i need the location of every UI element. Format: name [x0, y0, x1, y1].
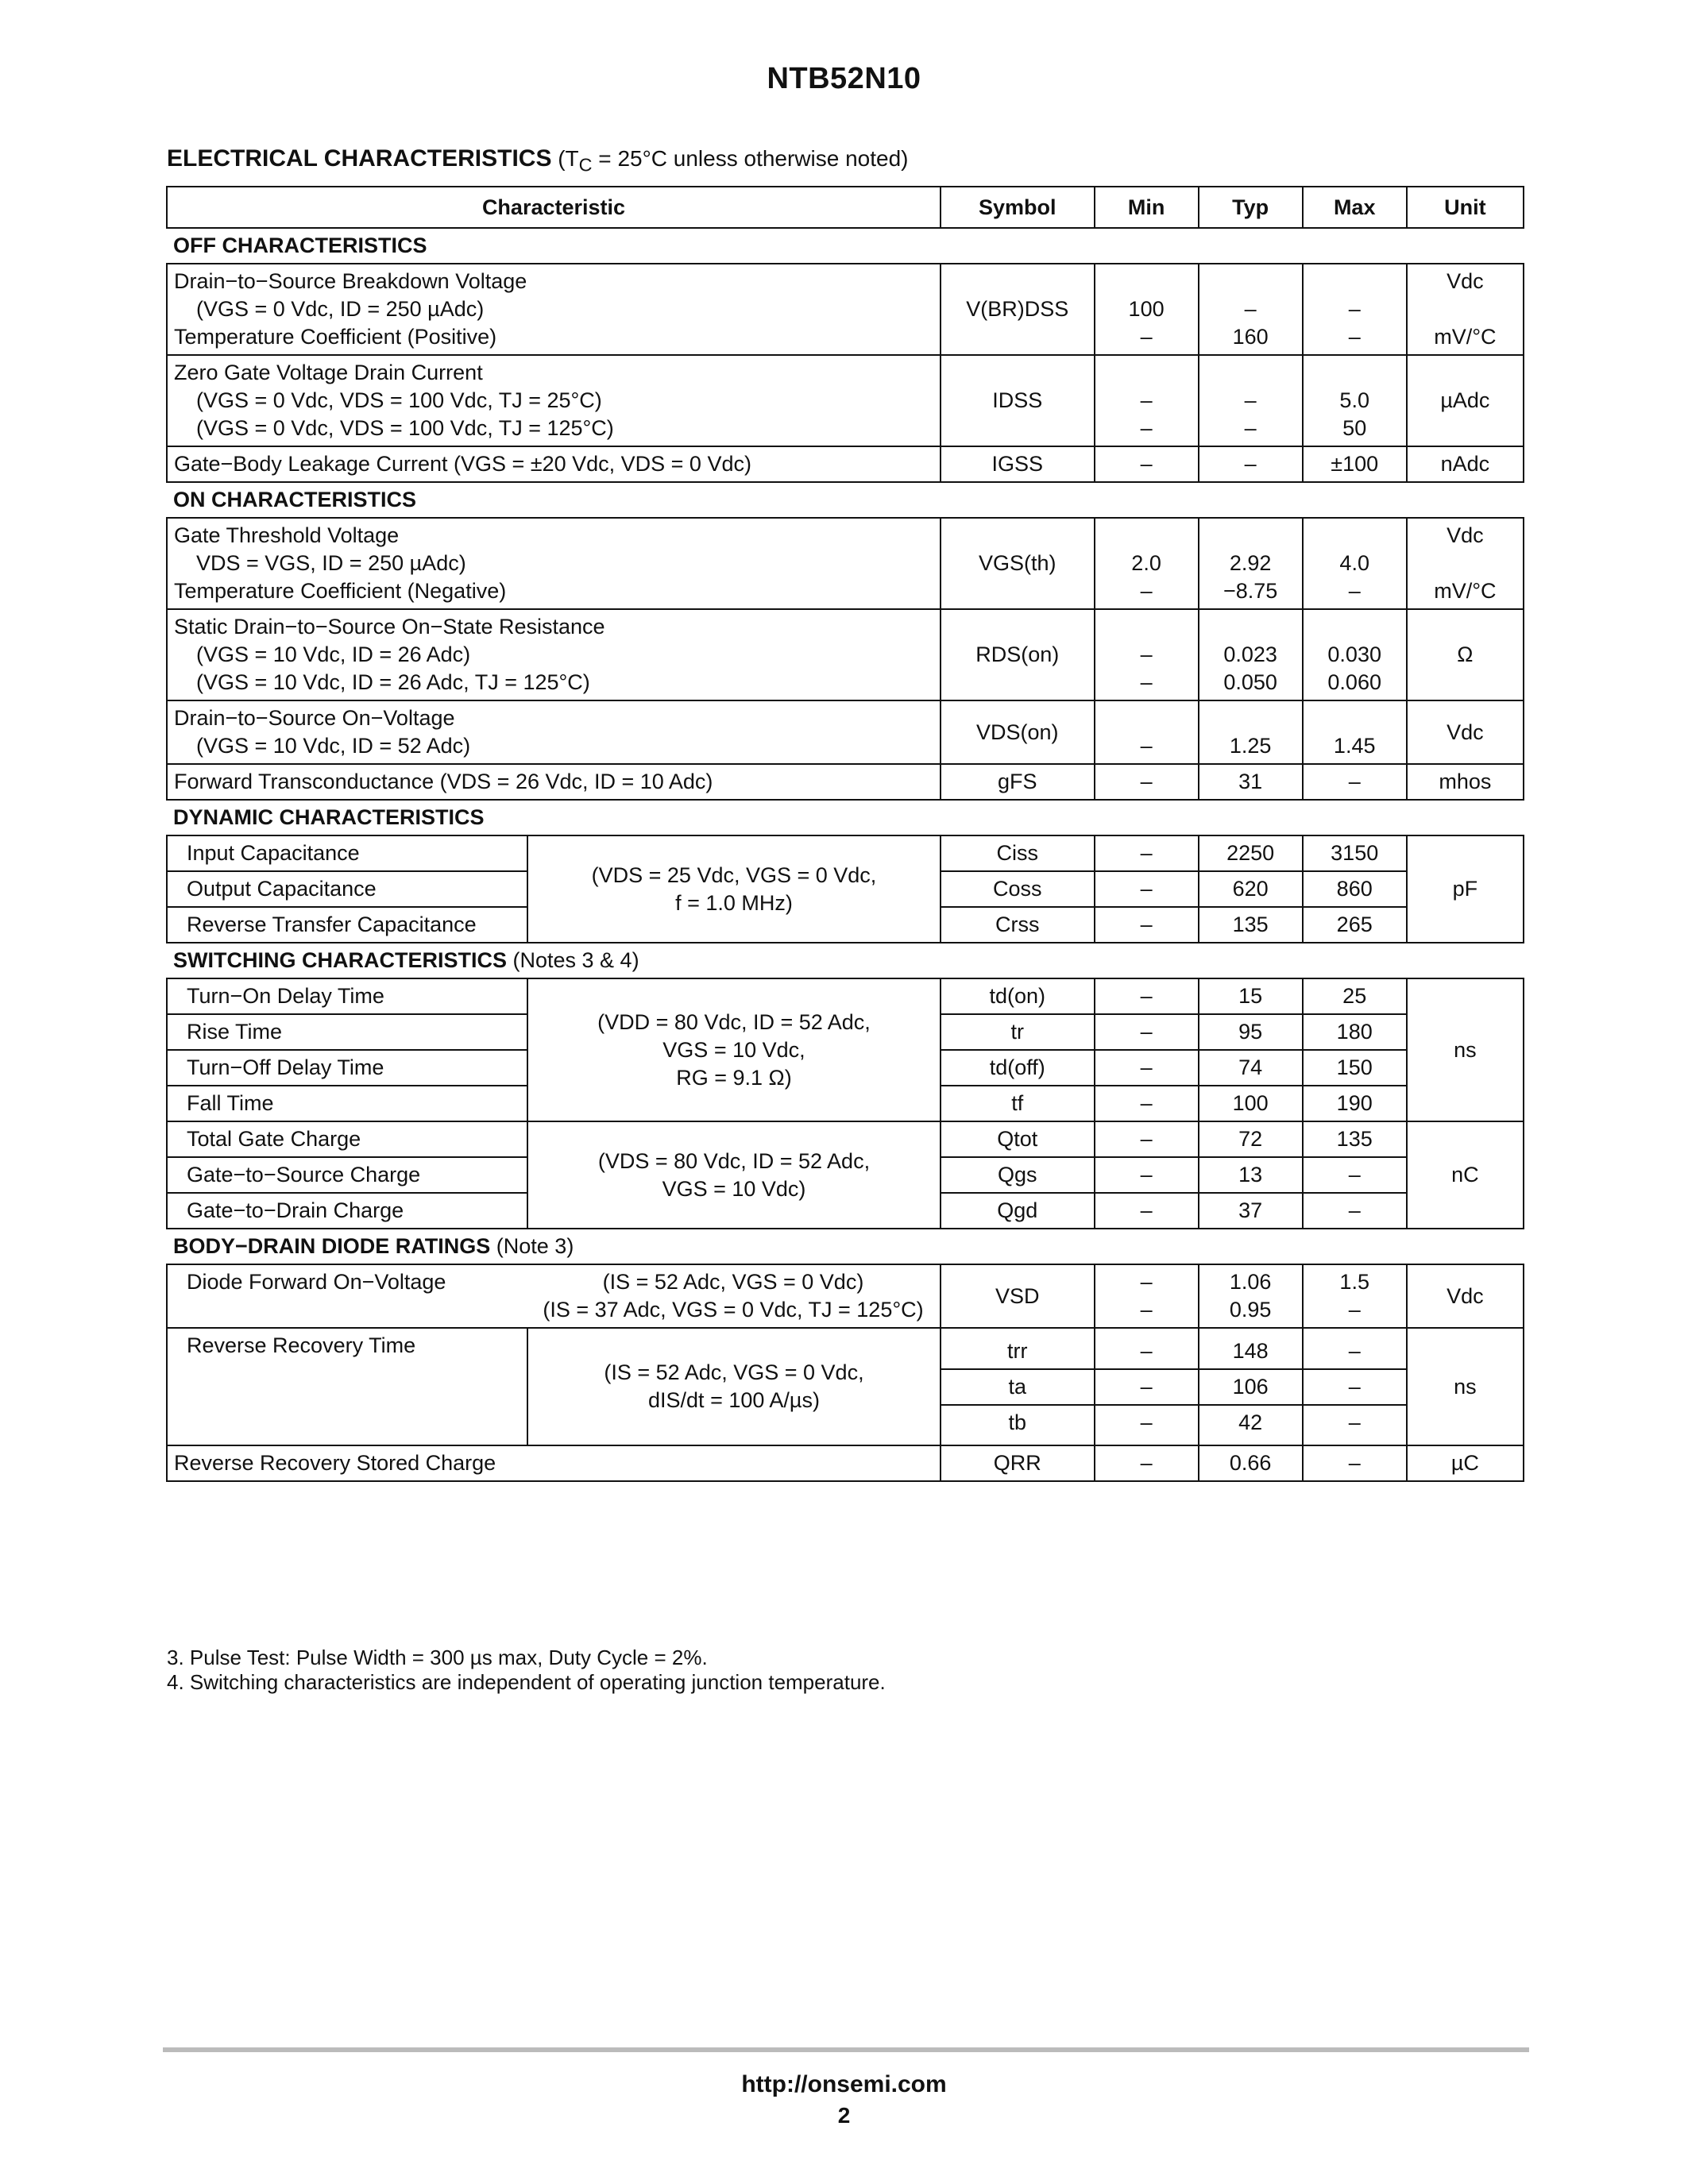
cell-min: –: [1140, 1298, 1153, 1322]
cell-max: –: [1304, 1192, 1406, 1228]
table-row: [167, 835, 1524, 943]
section-on: ON CHARACTERISTICS: [167, 482, 1524, 518]
section-off: OFF CHARACTERISTICS: [167, 228, 1524, 264]
cell-max: –: [1348, 1298, 1361, 1322]
table-row: [167, 446, 1524, 482]
cell-max: –: [1304, 1368, 1406, 1404]
row-symbol: QRR: [941, 1445, 1095, 1481]
cell-unit: Vdc: [1407, 700, 1524, 764]
col-typ: Typ: [1199, 187, 1303, 228]
cell-max: 25: [1342, 984, 1367, 1008]
cell-typ: –: [1244, 388, 1257, 412]
cell-min: –: [1095, 446, 1199, 482]
cell-typ: 13: [1199, 1156, 1302, 1192]
row-symbol: Crss: [941, 906, 1094, 942]
row-symbol: IGSS: [941, 446, 1095, 482]
row-symbol: td(on): [989, 984, 1046, 1008]
cell-unit: mhos: [1407, 764, 1524, 800]
cell-unit: Vdc: [1407, 1264, 1524, 1328]
row-name: Reverse Recovery Stored Charge: [167, 1445, 941, 1481]
cell-unit: pF: [1407, 835, 1524, 943]
row-condition: (VGS = 0 Vdc, VDS = 100 Vdc, TJ = 125°C): [196, 416, 614, 440]
cell-max: 180: [1304, 1013, 1406, 1049]
cell-min: –: [1095, 1404, 1198, 1440]
heading-condition: ($T_C = 25^\circ C$ unless otherwise noted): [558, 146, 909, 176]
col-unit: Unit: [1407, 187, 1524, 228]
cell-min: –: [1095, 1085, 1198, 1121]
cell-typ: –: [1244, 416, 1257, 440]
row-name: Static Drain−to−Source On−State Resistance: [174, 615, 605, 639]
cell-max: 0.030: [1327, 642, 1381, 666]
cell-max: –: [1304, 1156, 1406, 1192]
row-name: Input Capacitance: [168, 836, 527, 871]
cell-max: 135: [1336, 1127, 1373, 1151]
row-name-2: Temperature Coefficient (Positive): [174, 325, 497, 349]
cell-min: –: [1095, 764, 1199, 800]
cell-max: 860: [1304, 870, 1406, 906]
row-name: Gate Threshold Voltage: [174, 523, 400, 547]
cell-max: 265: [1304, 906, 1406, 942]
footer-divider: [163, 2047, 1529, 2052]
cell-max: 3150: [1331, 841, 1379, 865]
row-condition: VDS = VGS, ID = 250 µAdc): [196, 551, 466, 575]
switching-condition: (VDD = 80 Vdc, ID = 52 Adc, VGS = 10 Vdc, RG = 9.1 Ω): [597, 1009, 871, 1090]
cell-max: 5.0: [1339, 388, 1369, 412]
col-min: Min: [1095, 187, 1199, 228]
table-heading: [167, 145, 909, 176]
table-row: [167, 978, 1524, 1121]
electrical-characteristics-table: [166, 186, 1524, 1482]
row-symbol: RDS(on): [941, 609, 1095, 700]
cell-typ: 2.92: [1229, 551, 1272, 575]
row-name: Output Capacitance: [168, 871, 527, 907]
cell-typ: 160: [1232, 325, 1269, 349]
cell-typ: 2250: [1226, 841, 1275, 865]
row-symbol: V(BR)DSS: [941, 264, 1095, 355]
cell-max: 1.5: [1339, 1270, 1369, 1294]
charge-condition: (VDS = 80 Vdc, ID = 52 Adc, VGS = 10 Vdc): [597, 1148, 871, 1201]
cell-min: 100: [1128, 297, 1165, 321]
cell-min: –: [1140, 734, 1153, 758]
cell-typ: 620: [1199, 870, 1302, 906]
footnote-4: 4. Switching characteristics are independent of operating junction temperature.: [167, 1670, 886, 1694]
cell-max: –: [1348, 325, 1361, 349]
row-condition: (VGS = 10 Vdc, ID = 26 Adc, TJ = 125°C): [196, 670, 590, 694]
row-symbol: VGS(th): [941, 518, 1095, 609]
cell-typ: 74: [1199, 1049, 1302, 1085]
header-row: [167, 187, 1524, 228]
cell-min: –: [1140, 325, 1153, 349]
row-name: Turn−On Delay Time: [168, 979, 527, 1014]
col-max: Max: [1303, 187, 1407, 228]
trr-condition: (IS = 52 Adc, VGS = 0 Vdc, dIS/dt = 100 A/µs): [604, 1360, 864, 1412]
cell-min: –: [1140, 670, 1153, 694]
cell-min: –: [1140, 1270, 1153, 1294]
cell-typ: 37: [1199, 1192, 1302, 1228]
row-symbol: tr: [941, 1013, 1094, 1049]
table-row: [167, 1328, 1524, 1445]
cell-min: –: [1095, 906, 1198, 942]
cell-unit: nC: [1407, 1121, 1524, 1229]
cell-min: –: [1095, 1445, 1199, 1481]
cell-min: –: [1140, 1127, 1153, 1151]
table-row: [167, 1121, 1524, 1229]
cell-typ: 31: [1199, 764, 1303, 800]
row-symbol: Qgd: [941, 1192, 1094, 1228]
col-characteristic: Characteristic: [167, 187, 941, 228]
row-name: Gate−Body Leakage Current (VGS = ±20 Vdc, VDS = 0 Vdc): [167, 446, 941, 482]
cell-unit: nAdc: [1407, 446, 1524, 482]
cell-typ: 0.95: [1229, 1298, 1272, 1322]
table-row: [167, 700, 1524, 764]
cell-max: 190: [1304, 1085, 1406, 1121]
row-name: Zero Gate Voltage Drain Current: [174, 361, 483, 384]
cell-max: 0.060: [1327, 670, 1381, 694]
cell-typ: 1.06: [1229, 1270, 1272, 1294]
section-switching: SWITCHING CHARACTERISTICS (Notes 3 & 4): [167, 943, 1524, 978]
table-row: [167, 1445, 1524, 1481]
row-name-2: Temperature Coefficient (Negative): [174, 579, 507, 603]
row-condition: (VGS = 0 Vdc, ID = 250 µAdc): [196, 297, 485, 321]
cell-unit: Vdc: [1447, 269, 1484, 293]
table-row: [167, 355, 1524, 446]
cell-unit: µAdc: [1407, 355, 1524, 446]
table-row: [167, 264, 1524, 355]
cell-unit: Ω: [1407, 609, 1524, 700]
row-symbol: tb: [941, 1404, 1094, 1440]
row-name: Reverse Transfer Capacitance: [168, 907, 527, 942]
table-row: [167, 764, 1524, 800]
cell-typ: 15: [1238, 984, 1263, 1008]
row-name: Gate−to−Drain Charge: [168, 1193, 527, 1228]
cell-max: –: [1348, 297, 1361, 321]
cell-min: –: [1140, 642, 1153, 666]
cell-typ: 72: [1238, 1127, 1263, 1151]
row-name: Gate−to−Source Charge: [168, 1157, 527, 1193]
cell-unit: ns: [1407, 978, 1524, 1121]
cell-min: –: [1095, 1368, 1198, 1404]
row-name: Diode Forward On−Voltage: [187, 1270, 446, 1294]
cell-typ: –: [1244, 297, 1257, 321]
cell-typ: −8.75: [1223, 579, 1278, 603]
row-symbol: tf: [941, 1085, 1094, 1121]
row-name: Rise Time: [168, 1014, 527, 1050]
row-name: Drain−to−Source On−Voltage: [174, 706, 455, 730]
cell-unit: mV/°C: [1434, 325, 1497, 349]
cell-min: –: [1095, 1049, 1198, 1085]
cell-unit: Vdc: [1447, 523, 1484, 547]
table-row: [167, 609, 1524, 700]
cell-max: –: [1303, 1445, 1407, 1481]
cell-max: ±100: [1303, 446, 1407, 482]
row-symbol: VDS(on): [941, 700, 1095, 764]
cell-unit: mV/°C: [1434, 579, 1497, 603]
cell-typ: 1.25: [1229, 734, 1272, 758]
cell-min: –: [1140, 1338, 1153, 1363]
col-symbol: Symbol: [941, 187, 1095, 228]
cell-min: –: [1140, 984, 1153, 1008]
row-name: Reverse Recovery Time: [168, 1329, 527, 1445]
row-symbol: IDSS: [941, 355, 1095, 446]
cell-typ: 0.023: [1223, 642, 1277, 666]
cell-max: –: [1348, 1338, 1361, 1363]
row-name: Drain−to−Source Breakdown Voltage: [174, 269, 527, 293]
row-symbol: ta: [941, 1368, 1094, 1404]
cell-typ: –: [1199, 446, 1303, 482]
row-symbol: Ciss: [996, 841, 1038, 865]
cell-typ: 135: [1199, 906, 1302, 942]
row-condition: (VGS = 10 Vdc, ID = 26 Adc): [196, 642, 471, 666]
row-name: Fall Time: [168, 1086, 527, 1121]
cell-typ: 95: [1199, 1013, 1302, 1049]
row-condition: (VGS = 0 Vdc, VDS = 100 Vdc, TJ = 25°C): [196, 388, 602, 412]
cell-min: –: [1095, 1156, 1198, 1192]
vsd-condition: (IS = 52 Adc, VGS = 0 Vdc) (IS = 37 Adc, VGS = 0 Vdc, TJ = 125°C): [543, 1270, 924, 1322]
cell-max: 1.45: [1333, 734, 1376, 758]
row-symbol: VSD: [941, 1264, 1095, 1328]
cell-typ: 148: [1232, 1338, 1269, 1363]
row-condition: (VGS = 10 Vdc, ID = 52 Adc): [196, 734, 471, 758]
cell-max: –: [1304, 1404, 1406, 1440]
cell-unit: ns: [1407, 1328, 1524, 1445]
cell-min: –: [1095, 1192, 1198, 1228]
cell-typ: 106: [1199, 1368, 1302, 1404]
row-name: Turn−Off Delay Time: [168, 1050, 527, 1086]
page-number: 2: [837, 2103, 851, 2128]
table-row: [167, 518, 1524, 609]
cell-min: –: [1095, 870, 1198, 906]
row-symbol: trr: [1007, 1338, 1028, 1363]
cell-typ: 0.66: [1199, 1445, 1303, 1481]
dynamic-condition: (VDS = 25 Vdc, VGS = 0 Vdc, f = 1.0 MHz): [591, 862, 877, 915]
page-title: NTB52N10: [767, 62, 921, 95]
cell-max: –: [1303, 764, 1407, 800]
cell-min: 2.0: [1131, 551, 1161, 575]
cell-typ: 100: [1199, 1085, 1302, 1121]
footer-link[interactable]: http://onsemi.com: [741, 2071, 947, 2097]
section-dynamic: DYNAMIC CHARACTERISTICS: [167, 800, 1524, 835]
table-row: [167, 1264, 1524, 1328]
cell-max: 150: [1304, 1049, 1406, 1085]
cell-min: –: [1140, 841, 1153, 865]
cell-max: 50: [1342, 416, 1367, 440]
cell-unit: µC: [1407, 1445, 1524, 1481]
cell-max: –: [1348, 579, 1361, 603]
row-symbol: Coss: [941, 870, 1094, 906]
cell-min: –: [1140, 579, 1153, 603]
row-symbol: Qgs: [941, 1156, 1094, 1192]
row-symbol: gFS: [941, 764, 1095, 800]
cell-min: –: [1095, 1013, 1198, 1049]
footnotes: [167, 1646, 886, 1695]
row-symbol: td(off): [941, 1049, 1094, 1085]
cell-max: 4.0: [1339, 551, 1369, 575]
cell-min: –: [1140, 416, 1153, 440]
footnote-3: 3. Pulse Test: Pulse Width = 300 µs max, Duty Cycle = 2%.: [167, 1646, 708, 1669]
cell-typ: 42: [1199, 1404, 1302, 1440]
cell-typ: 0.050: [1223, 670, 1277, 694]
cell-min: –: [1140, 388, 1153, 412]
row-name: Total Gate Charge: [168, 1122, 527, 1157]
heading-bold: ELECTRICAL CHARACTERISTICS: [167, 145, 552, 172]
section-diode: BODY−DRAIN DIODE RATINGS (Note 3): [167, 1229, 1524, 1264]
row-name: Forward Transconductance (VDS = 26 Vdc, ID = 10 Adc): [167, 764, 941, 800]
row-symbol: Qtot: [997, 1127, 1038, 1151]
